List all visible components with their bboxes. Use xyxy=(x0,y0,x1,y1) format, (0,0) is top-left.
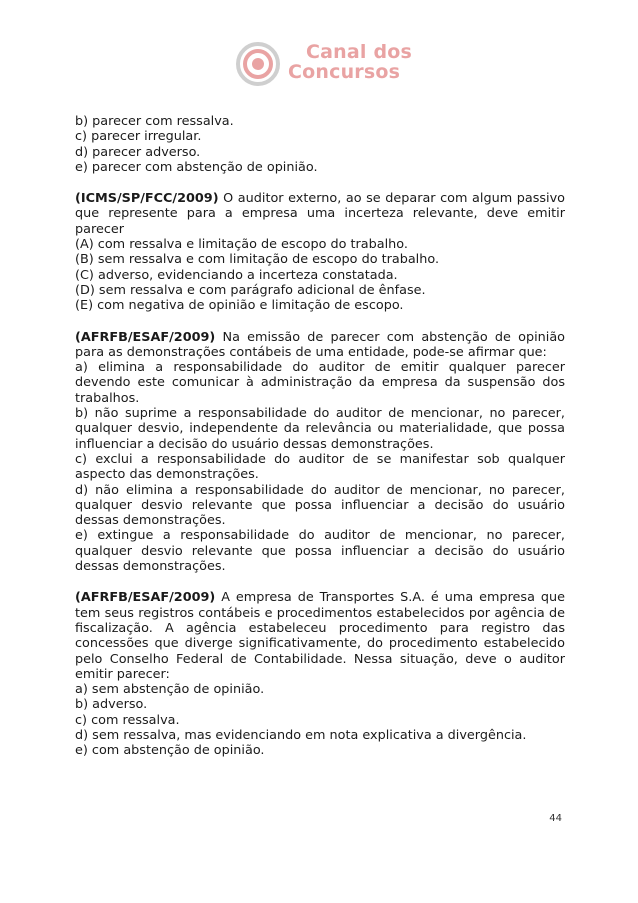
logo-line2: Concursos xyxy=(288,61,401,83)
document-body xyxy=(75,114,565,759)
answer-option: a) sem abstenção de opinião. xyxy=(75,682,265,698)
answer-option: c) com ressalva. xyxy=(75,712,180,728)
answer-option: b) parecer com ressalva. xyxy=(75,114,234,129)
answer-option: (A) com ressalva e limitação de escopo do trabalho. xyxy=(75,237,408,253)
answer-option: b) adverso. xyxy=(75,697,148,713)
question-source: (ICMS/SP/FCC/2009) xyxy=(75,191,219,207)
answer-option: e) com abstenção de opinião. xyxy=(75,743,265,759)
answer-option: (E) com negativa de opinião e limitação de escopo. xyxy=(75,298,404,314)
question-text: Na emissão de parecer com abstenção de opinião para as demonstrações contábeis de uma entidade, pode-se afirmar que: xyxy=(75,329,565,360)
question-text: O auditor externo, ao se deparar com algum passivo que represente para a empresa uma incerteza relevante, deve emitir parecer xyxy=(75,191,565,237)
logo-text xyxy=(288,42,412,82)
question-stem xyxy=(75,590,565,682)
question-stem xyxy=(75,330,565,361)
answer-option: a) elimina a responsabilidade do auditor de emitir qualquer parecer devendo este comunicar à administração da empresa da suspensão dos trabalhos. xyxy=(75,360,565,406)
question-text: A empresa de Transportes S.A. é uma empresa que tem seus registros contábeis e procedimentos estabelecidos por agência de fiscalização. A agência estabeleceu procedimento para registro das concessões que diverge significativamente, do procedimento estabelecido pelo Conselho Federal de Contabilidade. Nessa situação, deve o auditor emitir parecer: xyxy=(75,590,565,682)
logo xyxy=(236,40,416,90)
question-source: (AFRFB/ESAF/2009) xyxy=(75,590,216,606)
answer-option: d) parecer adverso. xyxy=(75,144,201,160)
answer-option: (C) adverso, evidenciando a incerteza constatada. xyxy=(75,267,398,283)
logo-line1: Canal dos xyxy=(306,41,413,63)
answer-option: (D) sem ressalva e com parágrafo adicional de ênfase. xyxy=(75,282,426,298)
answer-option: e) parecer com abstenção de opinião. xyxy=(75,159,318,175)
target-logo-icon xyxy=(236,42,280,86)
answer-option: e) extingue a responsabilidade do auditor de mencionar, no parecer, qualquer desvio relevante que possa influenciar a decisão do usuário dessas demonstrações. xyxy=(75,528,565,575)
answer-option: b) não suprime a responsabilidade do auditor de mencionar, no parecer, qualquer desvio, independente da relevância ou materialidade, que possa influenciar a decisão do usuário dessas demonstrações. xyxy=(75,406,565,452)
question-1 xyxy=(75,191,565,313)
answer-option: c) exclui a responsabilidade do auditor de se manifestar sob qualquer aspecto das demonstrações. xyxy=(75,451,565,483)
page-number: 44 xyxy=(549,813,562,824)
question-3 xyxy=(75,590,565,758)
answer-option: c) parecer irregular. xyxy=(75,129,202,145)
question-stem xyxy=(75,191,565,237)
question-2 xyxy=(75,330,565,575)
answer-option: d) não elimina a responsabilidade do auditor de mencionar, no parecer, qualquer desvio relevante que possa influenciar a decisão do usuário dessas demonstrações. xyxy=(75,482,565,529)
answer-option: (B) sem ressalva e com limitação de escopo do trabalho. xyxy=(75,252,440,268)
previous-answer-options xyxy=(75,114,565,175)
question-source: (AFRFB/ESAF/2009) xyxy=(75,329,216,345)
answer-option: d) sem ressalva, mas evidenciando em nota explicativa a divergência. xyxy=(75,727,527,743)
